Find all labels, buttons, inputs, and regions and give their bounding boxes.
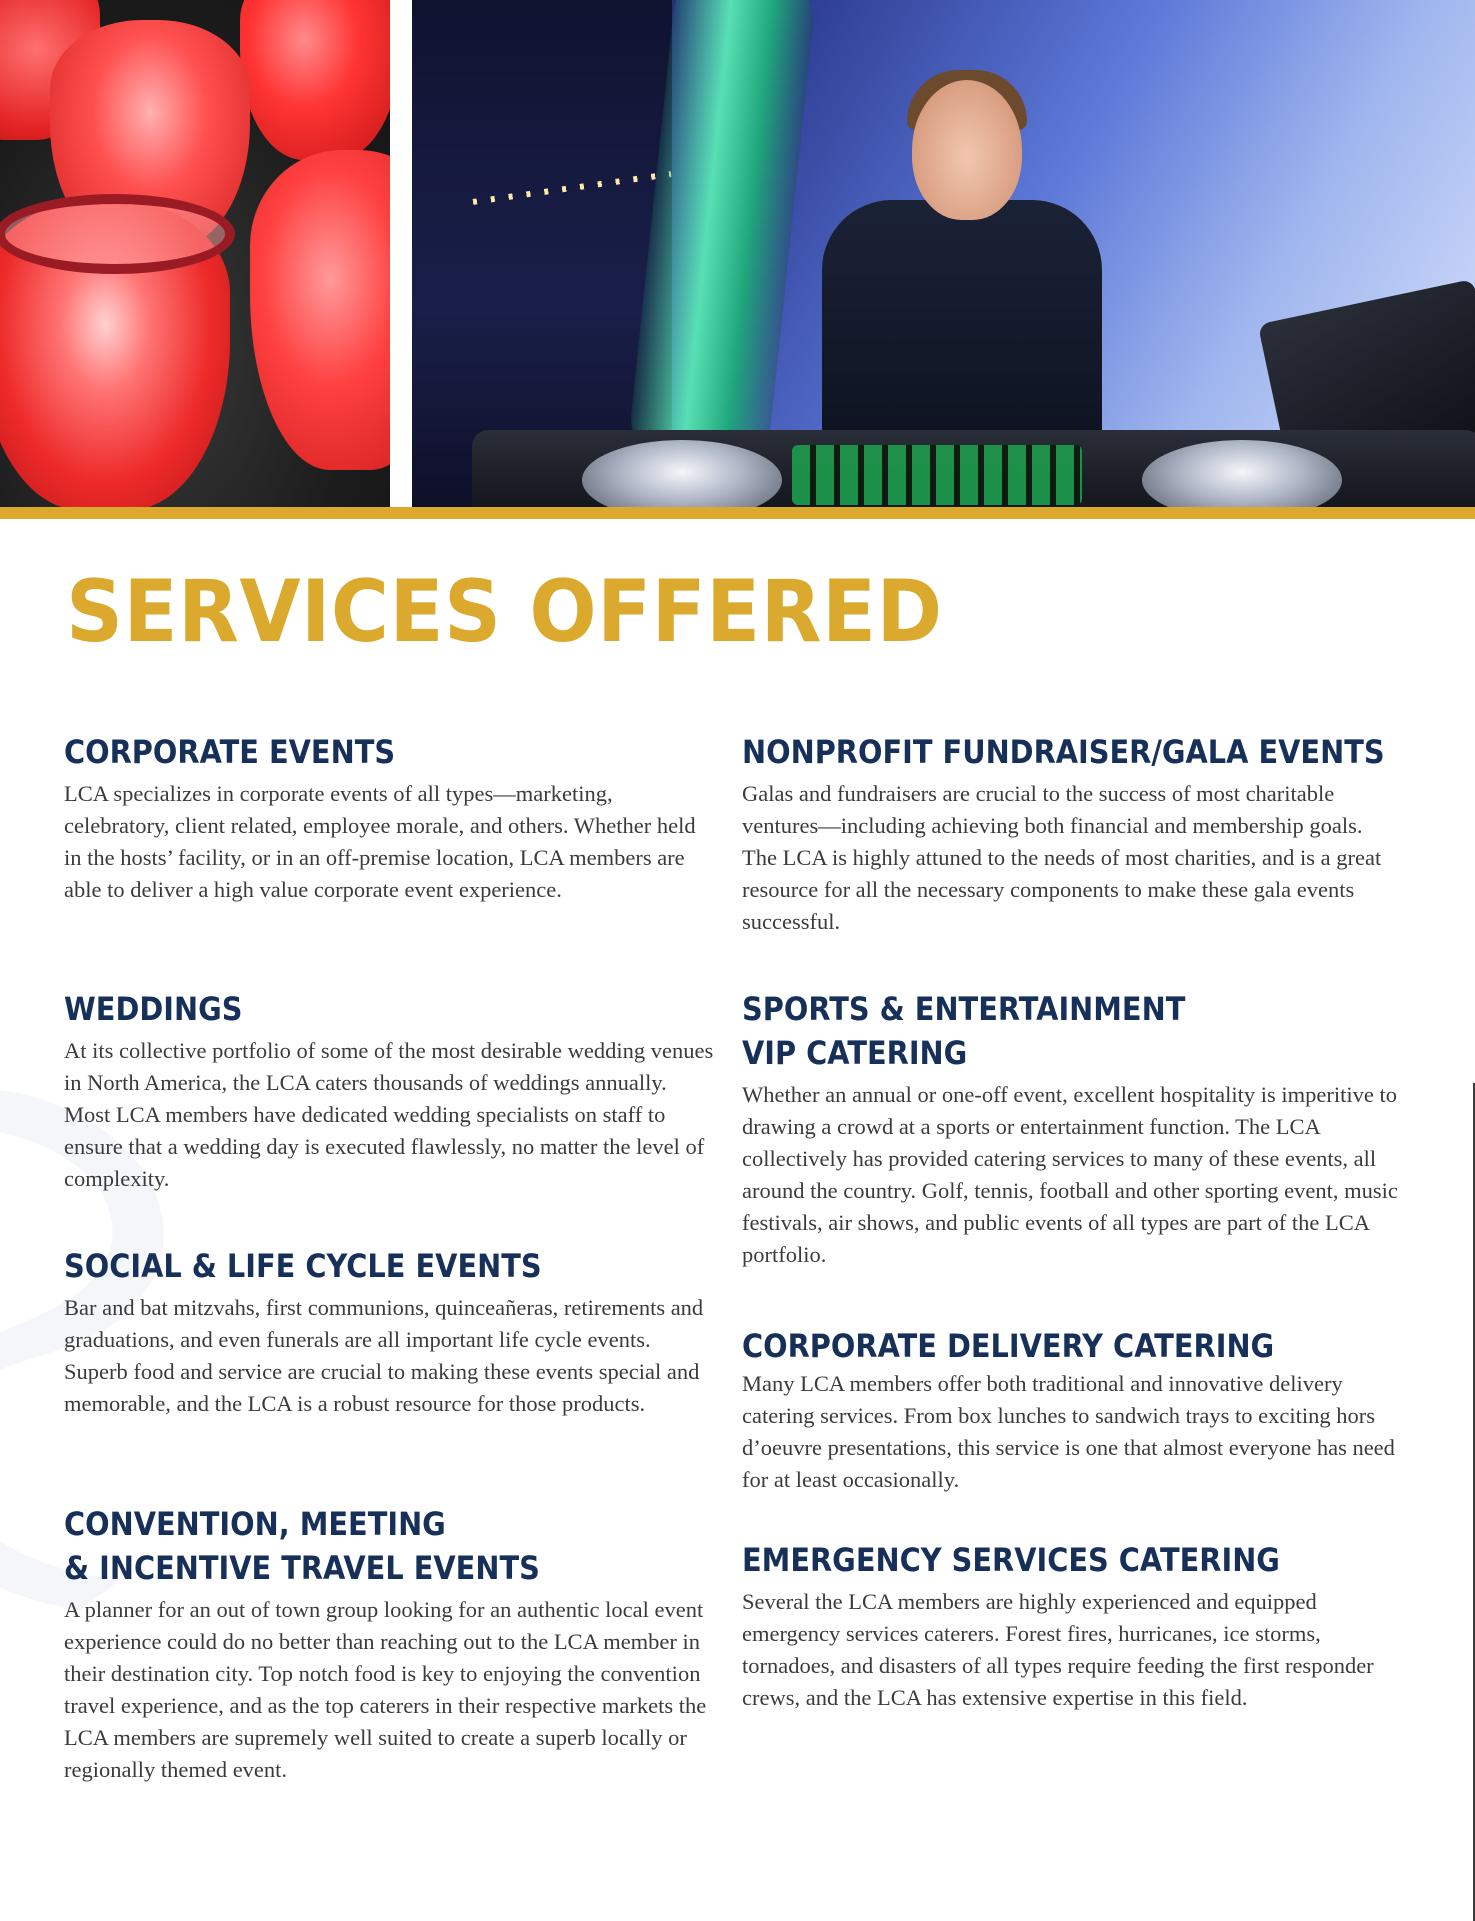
section-body: Galas and fundraisers are crucial to the success of most charitable ventures—including achieving both financial and membership goals. The LCA is highly attuned to the needs of most charities, and is a great resource for all the necessary components to make these gala events successful. bbox=[742, 781, 1382, 934]
section-body: Bar and bat mitzvahs, first communions, quinceañeras, retirements and graduations, and even funerals are all important life cycle events. Superb food and service are crucial to making these events special and memorable, and the LCA is a robust resource for those products. bbox=[64, 1295, 704, 1416]
page-title: SERVICES OFFERED bbox=[66, 562, 943, 662]
gold-divider-bar bbox=[0, 507, 1475, 519]
section-convention-meeting-travel bbox=[64, 1502, 714, 1786]
section-heading: EMERGENCY SERVICES CATERING bbox=[742, 1541, 1280, 1579]
section-social-life-cycle-events bbox=[64, 1244, 714, 1420]
section-emergency-services-catering bbox=[742, 1538, 1402, 1714]
section-heading: CORPORATE DELIVERY CATERING bbox=[742, 1327, 1275, 1365]
section-sports-entertainment-vip bbox=[742, 987, 1402, 1271]
section-heading: CONVENTION, MEETING & INCENTIVE TRAVEL EVENTS bbox=[64, 1505, 540, 1587]
section-corporate-events bbox=[64, 730, 714, 906]
section-heading: SOCIAL & LIFE CYCLE EVENTS bbox=[64, 1247, 542, 1285]
section-heading: CORPORATE EVENTS bbox=[64, 733, 396, 771]
section-body: Many LCA members offer both traditional and innovative delivery catering services. From box lunches to sandwich trays to exciting hors d’oeuvre presentations, this service is one that almost everyone has need for at least occasionally. bbox=[742, 1371, 1395, 1492]
dj-mixing-photo bbox=[412, 0, 1475, 507]
section-body: At its collective portfolio of some of the most desirable wedding venues in North America, the LCA caters thousands of weddings annually. Most LCA members have dedicated wedding specialists on staff to ensure that a wedding day is executed flawlessly, no matter the level of complexity. bbox=[64, 1038, 714, 1191]
section-body: A planner for an out of town group looking for an authentic local event experience could do no better than reaching out to the LCA member in their destination city. Top notch food is key to enjoying the convention travel experience, and as the top caterers in their respective markets the LCA members are supremely well suited to create a superb locally or regionally themed event. bbox=[64, 1597, 707, 1782]
red-cocktails-photo bbox=[0, 0, 390, 507]
section-corporate-delivery-catering bbox=[742, 1324, 1402, 1496]
section-body: Several the LCA members are highly experienced and equipped emergency services caterers. Forest fires, hurricanes, ice storms, tornadoes, and disasters of all types require feeding the first responder crews, and the LCA has extensive expertise in this field. bbox=[742, 1589, 1374, 1710]
section-weddings bbox=[64, 987, 714, 1195]
section-body: Whether an annual or one-off event, excellent hospitality is imperitive to drawing a crowd at a sports or entertainment function. The LCA collectively has provided catering services to many of these events, all around the country. Golf, tennis, football and other sporting event, music festivals, air shows, and public events of all types are part of the LCA portfolio. bbox=[742, 1082, 1398, 1267]
section-heading: NONPROFIT FUNDRAISER/GALA EVENTS bbox=[742, 733, 1385, 771]
section-nonprofit-gala-events bbox=[742, 730, 1402, 938]
section-body: LCA specializes in corporate events of all types—marketing, celebratory, client related, employee morale, and others. Whether held in the hosts’ facility, or in an off-premise location, LCA members are able to deliver a high value corporate event experience. bbox=[64, 781, 696, 902]
section-heading: WEDDINGS bbox=[64, 990, 243, 1028]
section-heading: SPORTS & ENTERTAINMENT VIP CATERING bbox=[742, 990, 1186, 1072]
